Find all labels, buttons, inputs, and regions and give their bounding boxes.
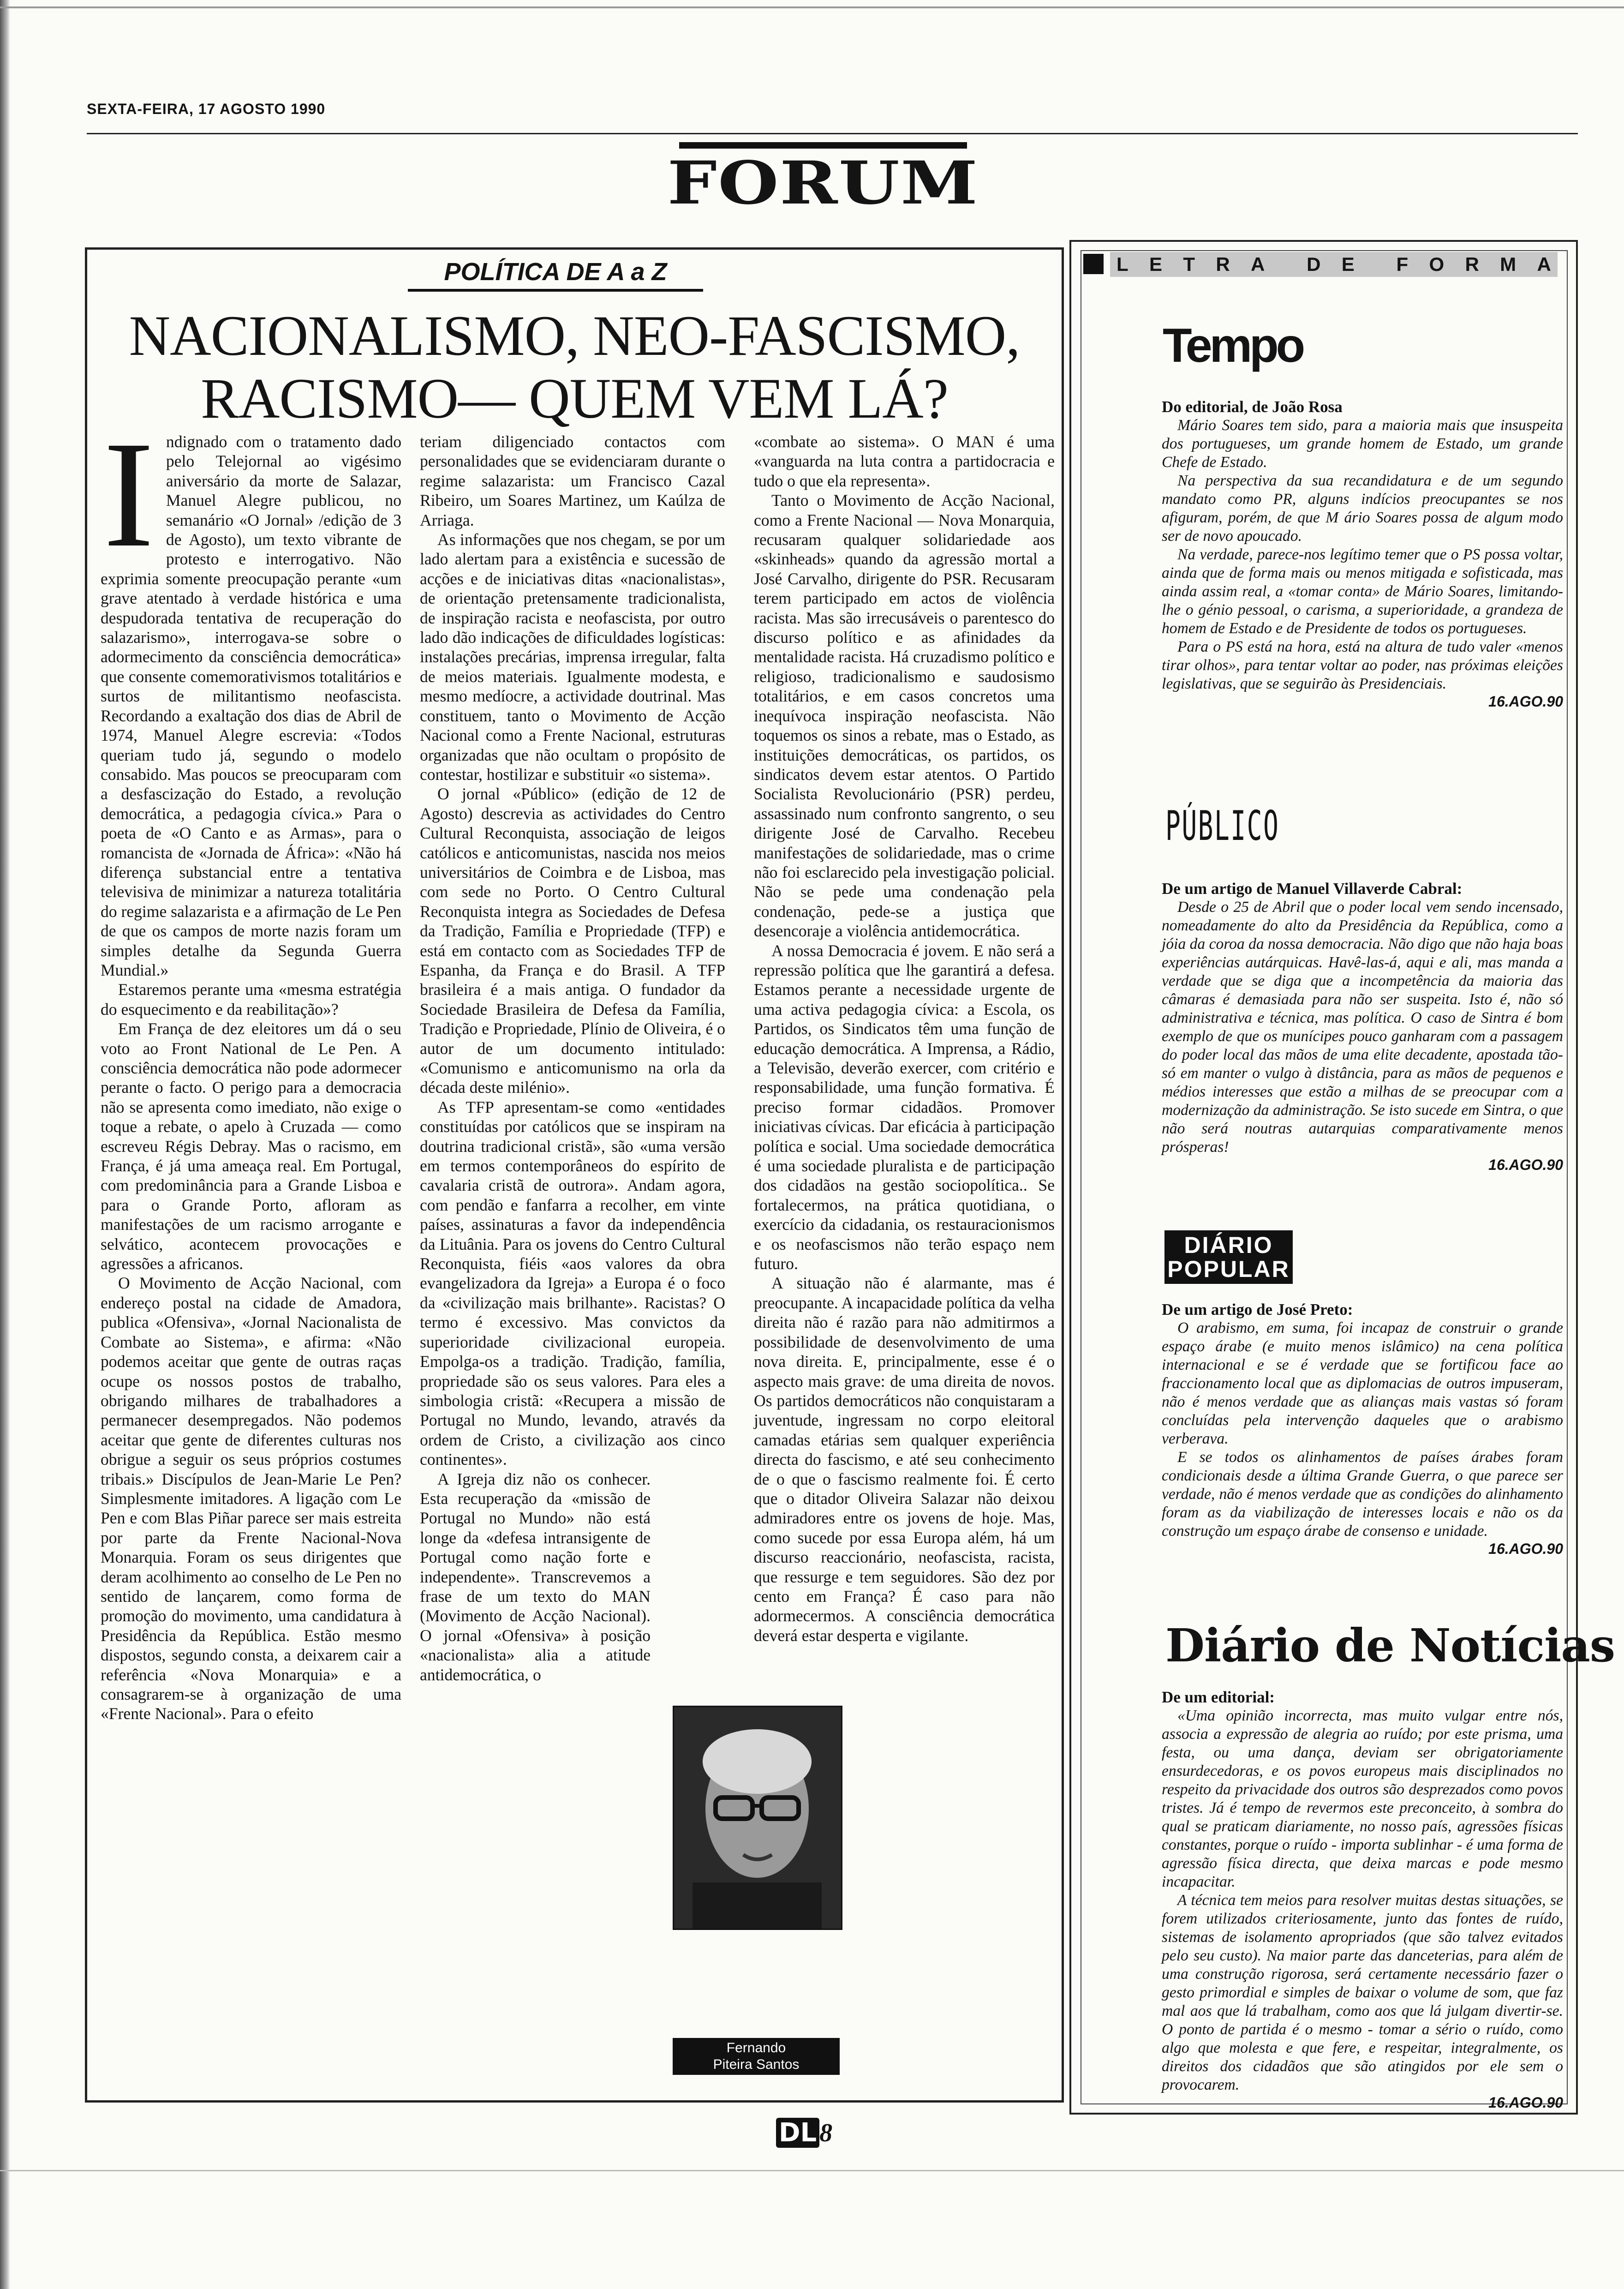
- drop-cap: I: [103, 410, 154, 579]
- paragraph: Tanto o Movimento de Acção Nacional, como a Frente Nacional — Nova Monarquia, recusaram qualquer solidariedade aos «skinheads» quando da agressão mortal a José Carvalho, dirigente do PSR. Recusaram terem participado em actos de violência racista. Mas são irrecusáveis o parentesco do discurso político e as afinidades da mentalidade racista. Há cruzadismo político e religioso, tradicionalismo e saudosismo totalitários, e em casos concretos uma inequívoca inspiração neofascista. Não toquemos os sinos a rebate, mas o Estado, as instituições democráticas, os partidos, os sindicatos devem estar atentos. O Partido Socialista Revolucionário (PSR) perdeu, assassinado num confronto sangrento, o seu dirigente José de Carvalho. Recebeu manifestações de solidariedade, mas o crime não foi esclarecido pela investigação policial. Não se pede uma condenação pela condenação, pede-se a justiça que desencoraje a violência antidemocrática.: [754, 491, 1055, 941]
- item-text: [1162, 416, 1563, 693]
- heading-letter: A: [1537, 253, 1551, 275]
- diario-de-noticias-logo: Diário de Notícias: [1165, 1619, 1615, 1672]
- heading-letter: F: [1396, 253, 1409, 275]
- paragraph: Mário Soares tem sido, para a maioria mais que insuspeita dos portugueses, um grande homem de Estado, um grande Chefe de Estado.: [1162, 417, 1563, 471]
- sidebar-item-publico: [1162, 880, 1563, 1174]
- paragraph: Na perspectiva da sua recandidatura e de um segundo mandato como PR, alguns indícios preocupantes se nos afiguram, porém, de que M ário Soares possa de algum modo ser de novo apoucado.: [1162, 472, 1563, 545]
- item-source: Do editorial, de João Rosa: [1162, 398, 1343, 416]
- diario-popular-logo: DIÁRIO POPULAR: [1164, 1230, 1293, 1284]
- article-column-2: [420, 432, 725, 1684]
- scan-edge: [0, 0, 10, 2289]
- sidebar-item-diario-popular: [1162, 1300, 1563, 1558]
- paragraph-text: ndignado com o tratamento dado pelo Telejornal ao vigésimo aniversário da morte de Salazar, Manuel Alegre publicou, no semanário «O Jornal» /edição de 3 de Agosto), um texto vibrante de protesto e interrogativo. Não exprimia somente preocupação perante «um grave atentado à verdade histórica e uma despudorada tentativa de recuperação do salazarismo», interrogava-se sobre o adormecimento da consciência democrática» que consente comemorativismos totalitários e surtos de militantismo neofascista. Recordando a exaltação dos dias de Abril de 1974, Manuel Alegre escrevia: «Todos queriam tudo já, segundo o modelo consabido. Mas poucos se preocuparam com a desfascização do Estado, a revolução democrática, a pedagogia cívica.» Para o poeta de «O Canto e as Armas», para o romancista de «Jornada de África»: «Não há diferença substancial entre a tentativa televisiva de minimizar a natureza totalitária do regime salazarista e a afirmação de Le Pen de que os campos de morte nazis foram um simples detalhe da Segunda Guerra Mundial.»: [101, 432, 401, 979]
- paragraph: A nossa Democracia é jovem. E não será a repressão política que lhe garantirá a defesa. Estamos perante a necessidade urgente de uma activa pedagogia cívica: a Escola, os Partidos, os Sindicatos têm uma função de educação democrática. A Imprensa, a Rádio, a Televisão, deverão exercer, com critério e responsabilidade, uma função formativa. É preciso formar cidadãos. Promover iniciativas cívicas. Dar eficácia à participação política e social. Uma sociedade democrática é uma sociedade pluralista e de participação dos cidadãos na gestão sociopolítica.. Se fortalecermos, na prática quotidiana, o exercício da cidadania, os restauracionismos e os neofascismos não terão espaço nem futuro.: [754, 941, 1055, 1273]
- paragraph: teriam diligenciado contactos com personalidades que se evidenciaram durante o regime salazarista: um Francisco Cazal Ribeiro, um Soares Martinez, um Kaúlza de Arriaga.: [420, 432, 725, 529]
- item-text: [1162, 1707, 1563, 2094]
- paragraph: «combate ao sistema». O MAN é uma «vanguarda na luta contra a partidocracia e tudo o que ela representa».: [754, 432, 1055, 490]
- paragraph: [101, 410, 401, 980]
- caption-line-2: Piteira Santos: [713, 2057, 800, 2072]
- page-number: 8: [819, 2119, 833, 2147]
- heading-letter: T: [1183, 253, 1195, 275]
- paragraph: O Movimento de Acção Nacional, com endereço postal na cidade de Amadora, publica «Ofensiva», «Jornal Nacionalista de Combate ao Sistema», e afirma: «Não podemos aceitar que gente de outras raças ocupe os nossos postos de trabalho, obrigando milhares de trabalhadores a permanecer desempregados. Não podemos aceitar que gente de diferentes culturas nos obrigue a seguir os seus próprios costumes tribais.» Discípulos de Jean-Marie Le Pen? Simplesmente imitadores. A ligação com Le Pen e com Blas Piñar parece ser mais estreita por parte da Frente Nacional-Nova Monarquia. Foram os seus dirigentes que deram acolhimento ao conselho de Le Pen no sentido de lançarem, como forma de promoção do movimento, uma candidatura à Presidência da República. Estão mesmo dispostos, segundo consta, a deixarem cair a referência «Nova Monarquia» e a consagrarem-se à organização de uma «Frente Nacional». Para o efeito: [101, 1274, 401, 1723]
- item-source: De um artigo de José Preto:: [1162, 1300, 1353, 1318]
- publico-logo: PÚBLICO: [1165, 802, 1280, 850]
- heading-letter: M: [1500, 253, 1517, 275]
- section-title-bar: [679, 142, 967, 149]
- heading-letter: R: [1216, 253, 1230, 275]
- paragraph: A situação não é alarmante, mas é preocupante. A incapacidade política da velha direita não é razão para não admitirmos a possibilidade de desenvolvimento de uma nova direita. E, principalmente, esse é o aspecto mais grave: de uma direita de novos. Os partidos democráticos não conquistaram a juventude, ingressam no corpo eleitoral camadas etárias sem qualquer experiência directa do fascismo, e até seu conhecimento de o que o fascismo realmente foi. É certo que o ditador Oliveira Salazar não deixou admiradores entre os jovens de hoje. Mas, como sucede por essa Europa além, há um discurso reaccionário, neofascista, racista, que ressurge e tem seguidores. São dez por cento em França? É caso para não adormecermos. A consciência democrática deverá estar desperta e vigilante.: [754, 1274, 1055, 1645]
- item-date: 16.AGO.90: [1488, 1540, 1563, 1557]
- paragraph: Na verdade, parece-nos legítimo temer que o PS possa voltar, ainda que de forma mais ou menos mitigada e sofisticada, mas ainda assim real, a «tomar conta» de Mário Soares, limitando-lhe o génio pessoal, o carisma, a superioridade, a grandeza de homem de Estado e de Presidente de todos os portugueses.: [1162, 546, 1563, 637]
- item-date: 16.AGO.90: [1488, 2094, 1563, 2111]
- scan-top-line: [0, 6, 1624, 8]
- paragraph: A Igreja diz não os conhecer. Esta recuperação da «missão de Portugal no Mundo» não está longe da «defesa intransigente de Portugal como nação forte e independente». Transcrevemos a frase de um texto do MAN (Movimento de Acção Nacional). O jornal «Ofensiva» à posição «nacionalista» alia a atitude antidemocrática, o: [420, 1469, 651, 1684]
- item-text: [1162, 1319, 1563, 1540]
- page-footer: [776, 2119, 832, 2147]
- heading-letter: R: [1465, 253, 1479, 275]
- tempo-logo: Tempo: [1163, 319, 1303, 372]
- heading-letter: E: [1149, 253, 1163, 275]
- scan-bottom-line: [0, 2170, 1624, 2171]
- caption-line-1: Fernando: [726, 2040, 786, 2055]
- paragraph: Em França de dez eleitores um dá o seu voto ao Front National de Le Pen. A consciência democrática não pode adormecer perante o facto. O perigo para a democracia não se apresenta como imediato, não exige o toque a rebate, o apelo à Cruzada — como escreveu Régis Debray. Mas o racismo, em França, é já uma ameaça real. Em Portugal, com predominância para a Grande Lisboa e para o Grande Porto, afloram as manifestações de um racismo arrogante e selvático, acontecem provocações e agressões a africanos.: [101, 1019, 401, 1273]
- heading-letter: D: [1307, 253, 1321, 275]
- author-photo: [673, 1706, 842, 1930]
- headline-line-2: RACISMO— QUEM VEM LÁ?: [201, 367, 948, 430]
- publication-logo: DL: [776, 2118, 819, 2148]
- sidebar-item-tempo: [1162, 398, 1563, 710]
- article-kicker: POLÍTICA DE A a Z: [408, 258, 703, 292]
- paragraph: Estaremos perante uma «mesma estratégia do esquecimento e da reabilitação»?: [101, 980, 401, 1019]
- paragraph: Desde o 25 de Abril que o poder local vem sendo incensado, nomeadamente do alto da Presidência da República, como a jóia da coroa da nossa democracia. Não digo que não haja boas experiências autárquicas. Havê-las-á, aqui e ali, mas manda a verdade que se diga que a incompetência da maioria das câmaras é demasiada para não ser suspeita. Isto é, não só administrativa e técnica, mas política. O caso de Sintra é bom exemplo de que os munícipes pouco ganharam com a passagem do poder local das mãos de uma elite decadente, apostada tão-só em manter o vulgo à distância, para as mãos de pequenos e médios interesses que estão a milhas de se preocupar com a modernização da administração. Se isto sucede em Sintra, o que não será noutras autarquias comparativamente menos prósperas!: [1162, 899, 1563, 1156]
- heading-letter: A: [1251, 253, 1265, 275]
- heading-letter: L: [1116, 253, 1128, 275]
- item-text: [1162, 898, 1563, 1156]
- paragraph: E se todos os alinhamentos de países árabes foram condicionais desde a última Grande Guerra, o que parece ser verdade, não é menos verdade que as condições do alinhamento foram as da viabilização de interesses locais e não os da construção um espaço árabe de consenso e unidade.: [1162, 1449, 1563, 1540]
- paragraph: As informações que nos chegam, se por um lado alertam para a existência e sucessão de acções e de iniciativas ditas «nacionalistas», de orientação pretensamente tradicionalista, de inspiração racista e neofascista, por outro lado dão indicações de dificuldades logísticas: instalações precárias, imprensa irregular, falta de meios materiais. Igualmente modesta, e mesmo medíocre, a actividade doutrinal. Mas constituem, tanto o Movimento de Acção Nacional como a Frente Nacional, estruturas organizadas que não ocultam o propósito de contestar, hostilizar e substituir «o sistema».: [420, 530, 725, 784]
- dateline: SEXTA-FEIRA, 17 AGOSTO 1990: [87, 101, 326, 117]
- heading-letter: E: [1341, 253, 1355, 275]
- heading-letter: O: [1429, 253, 1445, 275]
- article-headline: [92, 305, 1057, 430]
- article-column-3: [754, 432, 1055, 1645]
- item-date: 16.AGO.90: [1488, 1156, 1563, 1173]
- photo-caption: [673, 2038, 840, 2075]
- paragraph: As TFP apresentam-se como «entidades constituídas por católicos que se inspiram na doutrina tradicional cristã», são «uma versão em termos contemporâneos do espírito de cavalaria cristã de outrora». Andam agora, com pendão e fanfarra a recolher, em vinte países, assinaturas a favor da independência da Lituânia. Para os jovens do Centro Cultural Reconquista, fiéis «aos valores da obra evangelizadora da Igreja» a Europa é o foco da «civilização mais brilhante». Racistas? O termo é excessivo. Mas convictos da superioridade civilizacional europeia. Empolga-os a tradição. Tradição, família, propriedade são os seus valores. Para eles a simbologia cristã: «Recupera a missão de Portugal no Mundo, levando, através da ordem de Cristo, a civilização aos cinco continentes».: [420, 1097, 725, 1469]
- paragraph: O arabismo, em suma, foi incapaz de construir o grande espaço árabe (e muito menos islâmico) na cena política internacional e se é verdade que se fortificou face ao fraccionamento local que as diplomacias de outros impuseram, não é menos verdade que as alianças mais vastas só foram concluídas pela intervenção daqueles que o arabismo verberava.: [1162, 1319, 1563, 1447]
- paragraph: Para o PS está na hora, está na altura de tudo valer «menos tirar olhos», para tentar voltar ao poder, nas próximas eleições legislativas, que se seguirão às Presidenciais.: [1162, 638, 1563, 692]
- item-source: De um editorial:: [1162, 1688, 1275, 1706]
- item-date: 16.AGO.90: [1488, 693, 1563, 710]
- paragraph: A técnica tem meios para resolver muitas destas situações, se forem utilizados criteriosamente, junto das fontes de ruído, sistemas de isolamento apropriados (que são talvez evitados pelo seu custo). Na maior parte das danceterias, para além de uma construção rigorosa, será certamente necessário fazer o gesto primordial e simples de baixar o volume de som, que faz mal aos que lá trabalham, como aos que lá julgam divertir-se. O ponto de partida é o mesmo - tomar a sério o ruído, como algo que molesta e que fere, e respeitar, integralmente, os direitos dos cidadãos que são atingidos por ele sem o provocarem.: [1162, 1892, 1563, 2093]
- sidebar-heading: [1110, 252, 1558, 277]
- headline-line-1: NACIONALISMO, NEO-FASCISMO,: [129, 304, 1020, 367]
- sidebar-item-diario-de-noticias: [1162, 1688, 1563, 2111]
- article-column-1: [101, 410, 401, 1724]
- section-title: FORUM: [667, 149, 979, 218]
- dateline-rule: [87, 133, 1578, 134]
- paragraph: O jornal «Público» (edição de 12 de Agosto) descrevia as actividades do Centro Cultural Reconquista, associação de leigos católicos e anticomunistas, nascida nos meios universitários de Coimbra e de Lisboa, mas com sede no Porto. O Centro Cultural Reconquista integra as Sociedades de Defesa da Tradição, Família e Propriedade (TFP) e está em contacto com as Sociedades TFP de Espanha, da França e do Brasil. A TFP brasileira é a mais antiga. O fundador da Sociedade Brasileira de Defesa da Família, Tradição e Propriedade, Plínio de Oliveira, é o autor de um documento intitulado: «Comunismo e anticomunismo na orla da década deste milénio».: [420, 785, 725, 1097]
- item-source: De um artigo de Manuel Villaverde Cabral:: [1162, 880, 1463, 898]
- sidebar-heading-square: [1083, 254, 1104, 274]
- paragraph: «Uma opinião incorrecta, mas muito vulgar entre nós, associa a expressão de alegria ao ruído; por este prisma, uma festa, ou uma dança, deviam ser obrigatoriamente ensurdecedoras, e os povos europeus mais disciplinados no respeito da privacidade dos outros são desprezados como povos tristes. Já é tempo de revermos este preconceito, à sombra do qual se praticam diariamente, no nosso país, agressões físicas constantes, porque o ruído - importa sublinhar - é uma forma de agressão física directa, que deixa marcas e pode mesmo incapacitar.: [1162, 1707, 1563, 1890]
